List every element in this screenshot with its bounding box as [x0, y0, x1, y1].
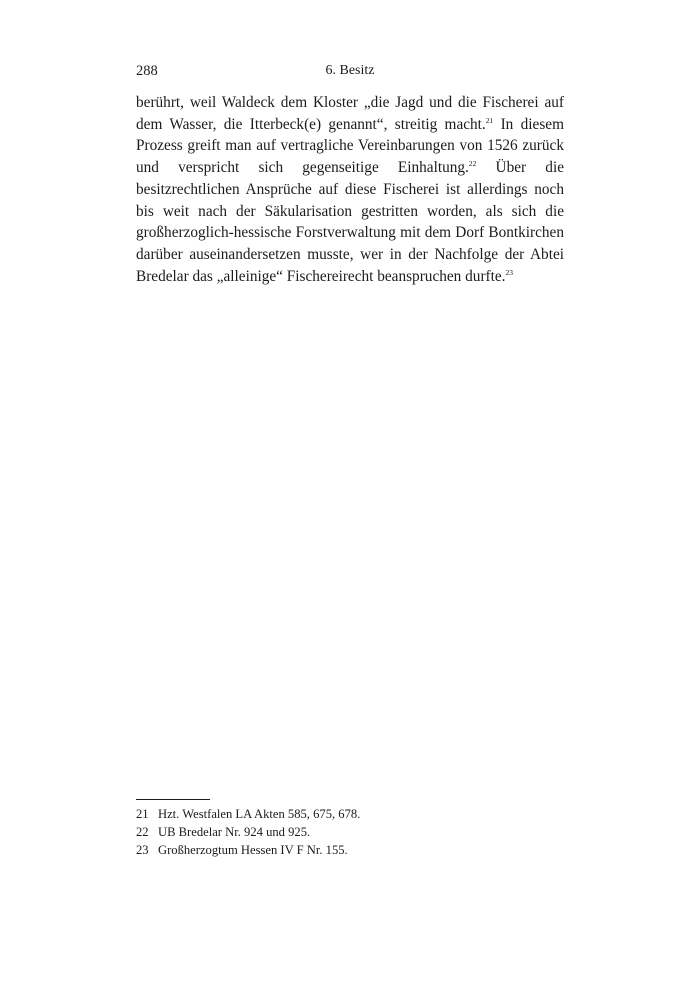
text-segment: Über die besitzrechtlichen Ansprüche auf diese Fischerei ist allerdings noch bis weit nach der Säkularisation gestritten worden, als sich die großherzoglich-hessische Forstverwaltung mit dem Dorf Bontkirchen darüber auseinandersetzen musste, wer in der Nachfolge der Abtei Bredelar das „alleinige“ Fischereirecht beanspruchen durfte. [136, 159, 564, 285]
paragraph [136, 92, 564, 287]
footnote-text: Großherzogtum Hessen IV F Nr. 155. [158, 843, 348, 857]
body-text [136, 92, 564, 287]
footnote [136, 841, 564, 859]
text-segment: berührt, weil Waldeck dem Kloster „die Jagd und die Fischerei auf dem Wasser, die Itterbeck(e) genannt“, streitig macht. [136, 94, 564, 133]
footnote-ref: 22 [468, 159, 477, 169]
footnote-number: 22 [136, 825, 149, 839]
footnote-ref: 21 [485, 115, 494, 125]
footnote-number: 21 [136, 807, 149, 821]
footnote-number: 23 [136, 843, 149, 857]
footnote [136, 805, 564, 823]
footnote-text: UB Bredelar Nr. 924 und 925. [158, 825, 311, 839]
footnotes [136, 805, 564, 859]
footnote-text: Hzt. Westfalen LA Akten 585, 675, 678. [158, 807, 361, 821]
footnote-separator [136, 799, 210, 800]
footnote [136, 823, 564, 841]
text-segment: In diesem Prozess greift man auf vertragliche Vereinbarungen von 1526 zurück und verspricht sich gegenseitige Einhaltung. [136, 115, 564, 177]
page-header [136, 63, 564, 83]
page-number: 288 [136, 63, 158, 79]
running-head: 6. Besitz [325, 63, 375, 78]
footnote-ref: 23 [505, 267, 514, 277]
